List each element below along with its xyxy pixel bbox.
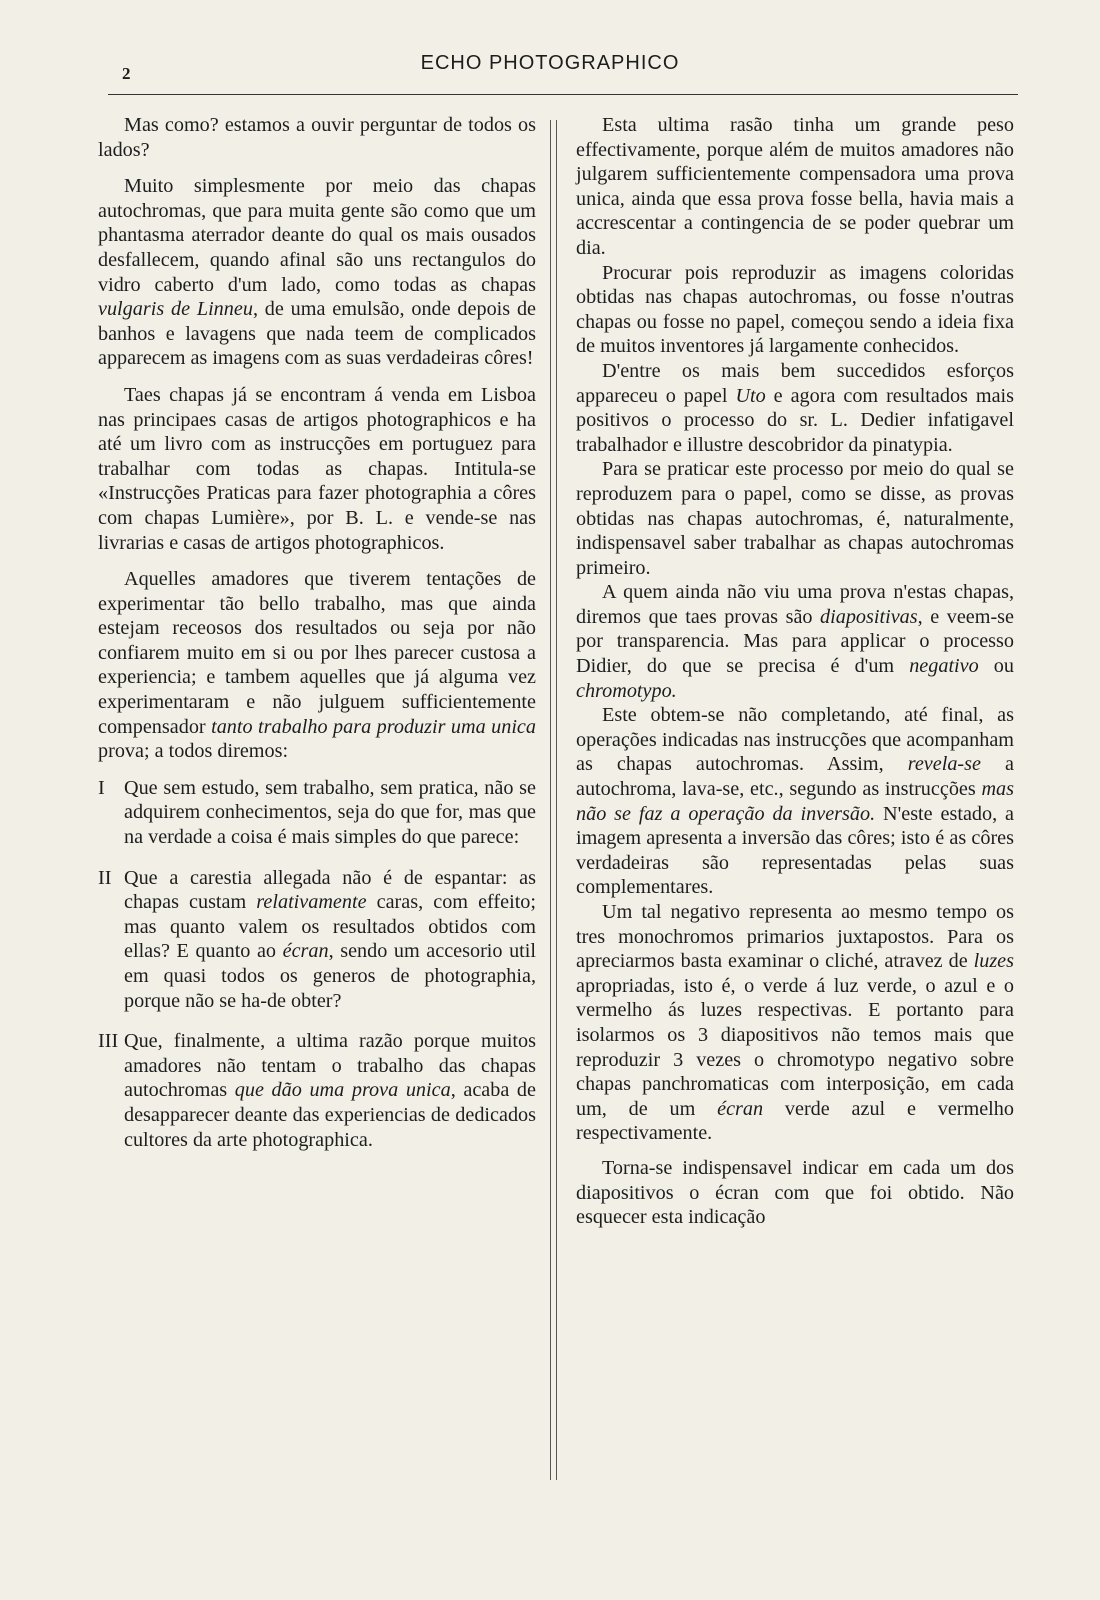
header-rule [108,94,1018,95]
item-text-part: , acaba de desapparecer deante das experiencias de dedicados cultores da arte photographica. [124,1079,536,1151]
paragraph-text: e agora com resultados mais positivos o processo do sr. L. Dedier infatigavel trabalhador e illustre descobridor da pinatypia. [576,384,1014,456]
italic-text: tanto trabalho para produzir uma unica [211,715,536,738]
item-text [124,866,536,1014]
italic-text: relativamente [256,891,367,914]
numbered-item [98,866,536,1014]
paragraph-text: Para se praticar este processo por meio do qual se reproduzem para o papel, como se disse, as provas obtidas nas chapas autochromas, é, naturalmente, indispensavel saber trabalhar as chapas autochromas primeiro. [576,458,1014,579]
paragraph [576,703,1014,900]
paragraph-text: prova; a todos diremos: [98,740,289,763]
paragraph [98,567,536,764]
paragraph-text: Esta ultima rasão tinha um grande peso effectivamente, porque além de muitos amadores não julgarem sufficientemente compensadora uma prova unica, ainda que essa prova fosse bella, havia mais a accrescentar a contingencia de se poder quebrar um dia. [576,114,1014,259]
item-number: III [98,1030,119,1053]
paragraph-text: verde azul e vermelho respectivamente. [576,1097,1014,1145]
italic-text: écran [282,940,329,963]
running-title: ECHO PHOTOGRAPHICO [420,52,680,74]
right-column [576,113,1014,1230]
paragraph [576,113,1014,261]
paragraph-text: , e veem-se por transparencia. Mas para applicar o processo Didier, do que se precisa é d'um [576,605,1014,678]
item-text: Que sem estudo, sem trabalho, sem pratica, não se adquirem conhecimentos, seja do que for, mas que na verdade a coisa é mais simples do que parece: [124,776,536,849]
item-text-part: , sendo um accesorio util em quasi todos os generos de photographia, porque não se ha-de obter? [124,940,536,1012]
numbered-item [98,776,536,850]
numbered-item [98,1029,536,1152]
italic-text: chromotypo. [576,679,677,702]
paragraph-text: Procurar pois reproduzir as imagens coloridas obtidas nas chapas autochromas, ou fosse n'outras chapas ou fosse no papel, começou sendo a ideia fixa de muitos inventores já largamente conhecidos. [576,261,1014,358]
paragraph-text: Muito simplesmente por meio das chapas autochromas, que para muita gente são como que um phantasma aterrador deante do qual os mais ousados desfallecem, quando afinal são uns rectangulos do vidro caberto d'um lado, como todas as chapas [98,175,536,296]
paragraph [576,580,1014,703]
paragraph [576,900,1014,1146]
paragraph-text: N'este estado, a imagem apresenta a inversão das côres; isto é as côres verdadeiras são representadas pelas suas complementares. [576,802,1014,899]
left-column [98,113,536,1168]
paragraph-text: Aquelles amadores que tiverem tentações de experimentar tão bello trabalho, mas que ainda estejam receosos dos resultados ou seja por não confiarem muito em si ou por lhes parecer custosa a experiencia; e tambem aquelles que já alguma vez experimentaram e não julguem sufficientemente compensador [98,568,536,738]
italic-text: vulgaris de Linneu [98,298,253,321]
column-divider [550,120,557,1480]
paragraph-text: apropriadas, isto é, o verde á luz verde, o azul e o vermelho ás luzes respectivas. E portanto para isolarmos os 3 diapositivos não temos mais que reproduzir 3 vezes o chromotypo negativo sobre chapas panchromaticas com interposição, em cada um, de um [576,974,1014,1120]
italic-text: Uto [735,384,766,407]
paragraph-text: Mas como? estamos a ouvir perguntar de todos os lados? [98,114,536,161]
paragraph-text: Este obtem-se não completando, até final, as operações indicadas nas instrucções que acompanham as chapas autochromas. Assim, [576,704,1014,776]
page-number: 2 [122,64,131,83]
item-text-part: caras, com effeito; mas quanto valem os resultados obtidos com ellas? E quanto ao [124,891,537,963]
paragraph [98,383,536,555]
paragraph [576,261,1014,359]
italic-text: écran [717,1097,764,1120]
item-text [124,1029,536,1152]
paragraph-text: Um tal negativo representa ao mesmo tempo os tres monochromos primarios juxtapostos. Para os apreciarmos basta examinar o cliché, atravez de [576,901,1014,973]
item-number: I [98,776,105,799]
italic-text: luzes [973,950,1014,973]
paragraph [98,113,536,162]
item-text-part: Que, finalmente, a ultima razão porque muitos amadores não tentam o trabalho das chapas autochromas [124,1030,536,1102]
paragraph-text: a autochroma, lava-se, etc., segundo as instrucções [576,753,1014,801]
paragraph-text: , de uma emulsão, onde depois de banhos e lavagens que nada teem de complicados apparecem as imagens com as suas verdadeiras côres! [98,298,536,370]
paragraph [576,359,1014,457]
item-number: II [98,866,112,889]
paragraph-text: ou [978,655,1014,678]
paragraph-text: Taes chapas já se encontram á venda em Lisboa nas principaes casas de artigos photographicos e ha até um livro com as instrucções em portuguez para trabalhar com todas as chapas. Intitula-se «Instrucções Praticas para fazer photographia a côres com chapas Lumière», por B. L. e vende-se nas livrarias e casas de artigos photographicos. [98,383,536,554]
paragraph [576,457,1014,580]
paragraph-text: Torna-se indispensavel indicar em cada um dos diapositivos o écran com que foi obtido. Não esquecer esta indicação [576,1156,1014,1229]
paragraph [98,174,536,371]
paragraph-text: D'entre os mais bem succedidos esforços appareceu o papel [576,359,1014,407]
italic-text: diapositivas [820,605,918,628]
italic-text: negativo [909,655,979,678]
italic-text: mas não se faz a operação da inversão. [576,778,1014,825]
paragraph-text: A quem ainda não viu uma prova n'estas chapas, diremos que taes provas são [576,581,1014,628]
paragraph [576,1156,1014,1230]
italic-text: revela-se [907,753,981,776]
italic-text: que dão uma prova unica [234,1079,451,1102]
item-text-part: Que a carestia allegada não é de espantar: as chapas custam [124,866,536,914]
